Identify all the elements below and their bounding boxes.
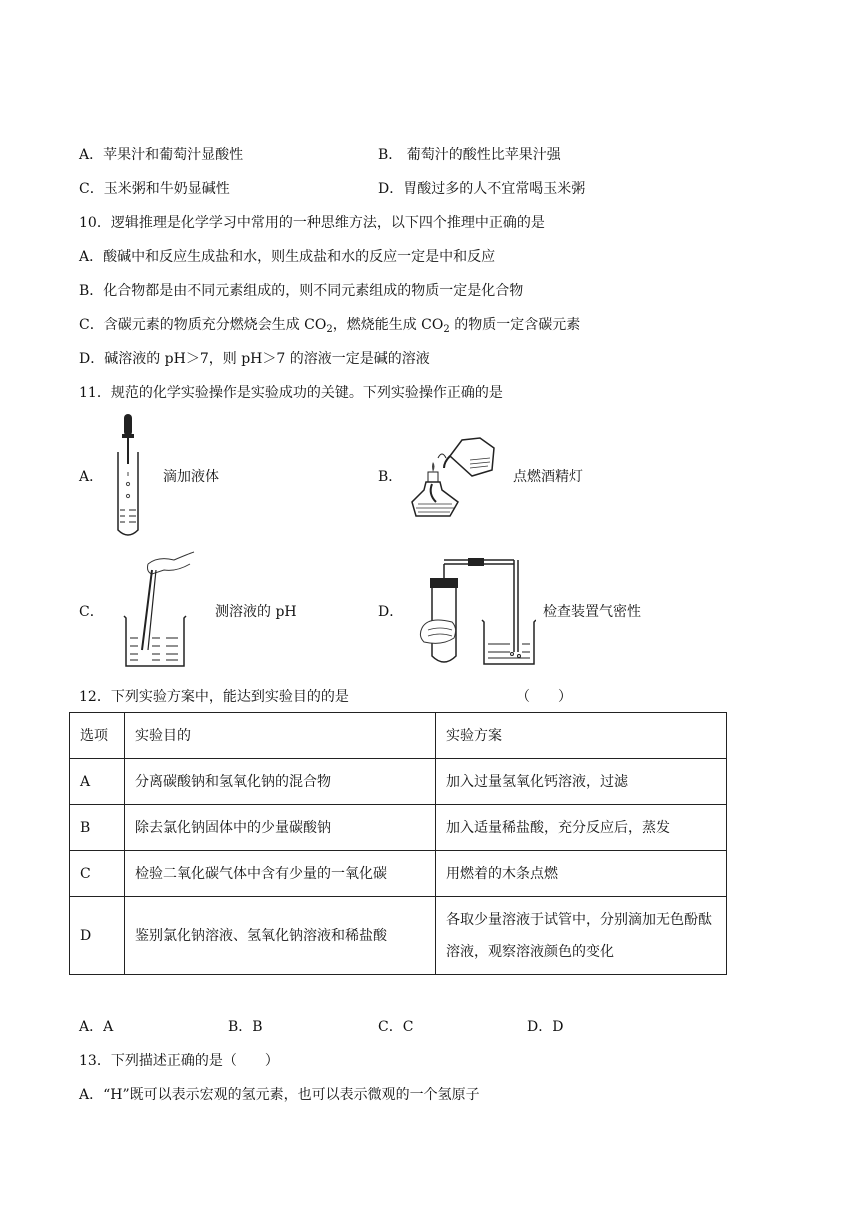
- q10-option-a: A．酸碱中和反应生成盐和水，则生成盐和水的反应一定是中和反应: [79, 249, 496, 265]
- ph-test-beaker-figure: [118, 550, 198, 670]
- q11-option-d-label: 检查装置气密性: [543, 604, 641, 620]
- q11-stem: 11．规范的化学实验操作是实验成功的关键。下列实验操作正确的是: [79, 385, 503, 401]
- q13-option-a: A．“H”既可以表示宏观的氢元素，也可以表示微观的一个氢原子: [79, 1087, 480, 1103]
- row-purpose: 检验二氧化碳气体中含有少量的一氧化碳: [125, 851, 436, 897]
- row-option: C: [70, 851, 125, 897]
- q12-answer-a: A．A: [79, 1019, 114, 1035]
- q9-option-a: A．苹果汁和葡萄汁显酸性: [79, 147, 244, 163]
- row-option: B: [70, 805, 125, 851]
- q12-answer-c: C．C: [378, 1019, 414, 1035]
- header-plan: 实验方案: [436, 713, 727, 759]
- table-row: [70, 897, 727, 975]
- q11-option-a-letter: A．: [79, 469, 104, 485]
- q12-answer-d: D．D: [527, 1019, 564, 1035]
- q11-option-b-letter: B．: [378, 469, 403, 485]
- q9-option-c: C．玉米粥和牛奶显碱性: [79, 181, 230, 197]
- row-purpose: 分离碳酸钠和氢氧化钠的混合物: [125, 759, 436, 805]
- q9-option-d: D．胃酸过多的人不宜常喝玉米粥: [378, 181, 586, 197]
- q12-answer-bracket: （ ）: [516, 689, 572, 705]
- q11-option-a-label: 滴加液体: [163, 469, 219, 485]
- q10-option-d: D．碱溶液的 pH＞7，则 pH＞7 的溶液一定是碱的溶液: [79, 351, 430, 367]
- q11-option-b-label: 点燃酒精灯: [513, 469, 583, 485]
- q10-option-c: C．含碳元素的物质充分燃烧会生成 $CO_2$，燃烧能生成 $CO_2$ 的物质一定含碳元素: [79, 317, 581, 335]
- row-purpose: 鉴别氯化钠溶液、氢氧化钠溶液和稀盐酸: [125, 897, 436, 975]
- airtightness-check-figure: [418, 556, 536, 668]
- row-option: D: [70, 897, 125, 975]
- header-purpose: 实验目的: [125, 713, 436, 759]
- q9-option-b: B． 葡萄汁的酸性比苹果汁强: [378, 147, 561, 163]
- q13-stem: 13．下列描述正确的是（ ）: [79, 1053, 279, 1069]
- q10-option-b: B．化合物都是由不同元素组成的，则不同元素组成的物质一定是化合物: [79, 283, 524, 299]
- row-option: A: [70, 759, 125, 805]
- q11-option-c-label: 测溶液的 pH: [215, 604, 297, 620]
- table-row: [70, 805, 727, 851]
- row-plan: 加入适量稀盐酸，充分反应后，蒸发: [436, 805, 727, 851]
- q12-answer-b: B．B: [228, 1019, 263, 1035]
- table-row: [70, 759, 727, 805]
- header-option: 选项: [70, 713, 125, 759]
- row-plan: 用燃着的木条点燃: [436, 851, 727, 897]
- row-plan: 各取少量溶液于试管中，分别滴加无色酚酞溶液，观察溶液颜色的变化: [436, 897, 727, 975]
- table-header-row: [70, 713, 727, 759]
- row-plan: 加入过量氢氧化钙溶液，过滤: [436, 759, 727, 805]
- experiment-table: [69, 712, 727, 975]
- alcohol-lamp-figure: [410, 432, 500, 520]
- dropper-test-tube-figure: [108, 412, 148, 538]
- q11-option-d-letter: D．: [378, 604, 404, 620]
- q11-option-c-letter: C．: [79, 604, 104, 620]
- table-row: [70, 851, 727, 897]
- q10-stem: 10．逻辑推理是化学学习中常用的一种思维方法，以下四个推理中正确的是: [79, 215, 545, 231]
- row-purpose: 除去氯化钠固体中的少量碳酸钠: [125, 805, 436, 851]
- q12-stem: 12．下列实验方案中，能达到实验目的的是: [79, 689, 349, 705]
